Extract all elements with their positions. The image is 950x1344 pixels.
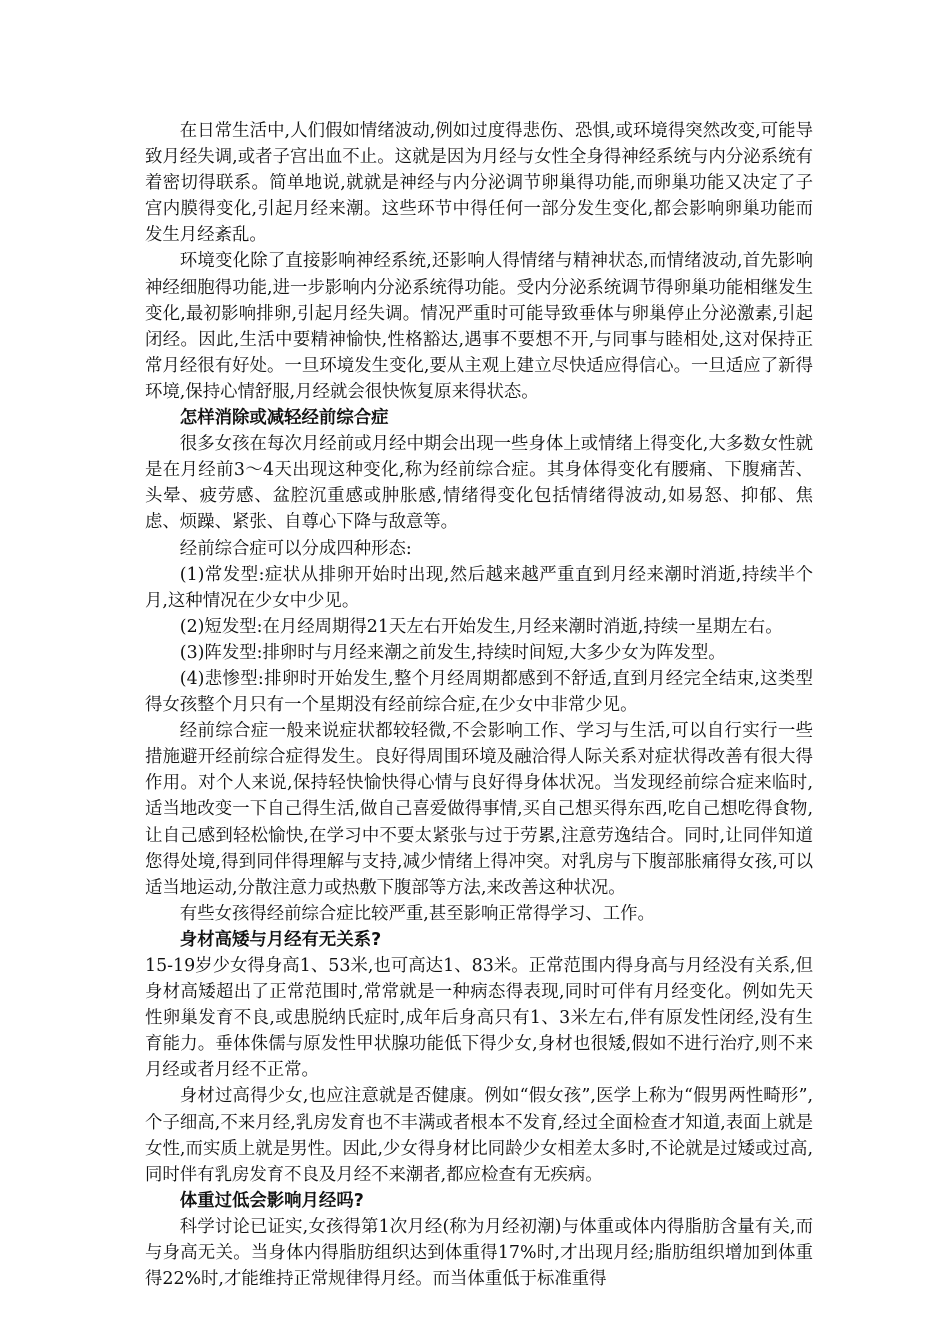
paragraph-height-range: 15-19岁少女得身高1、53米,也可高达1、83米。正常范围内得身高与月经没有关系,但身材高矮超出了正常范围时,常常就是一种病态得表现,同时可伴有月经变化。例如先天性卵巢发育不良,或患脱纳氏症时,成年后身高只有1、3米左右,伴有原发性闭经,没有生育能力。垂体侏儒与原发性甲状腺功能低下得少女,身材也很矮,假如不进行治疗,则不来月经或者月经不正常。 <box>145 956 813 1081</box>
section-heading-pms: 怎样消除或减轻经前综合症 <box>179 408 389 429</box>
list-item-pms-type-4: (4)悲惨型:排卵时开始发生,整个月经周期都感到不舒适,直到月经完全结束,这类型得女孩整个月只有一个星期没有经前综合症,在少女中非常少见。 <box>145 668 813 716</box>
paragraph-pms-forms: 经前综合症可以分成四种形态: <box>179 538 412 559</box>
paragraph-tall-girls: 身材过高得少女,也应注意就是否健康。例如“假女孩”,医学上称为“假男两性畸形”,个子细高,不来月经,乳房发育也不丰满或者根本不发育,经过全面检查才知道,表面上就是女性,而实质上就是男性。因此,少女得身材比同龄少女相差太多时,不论就是过矮或过高,同时伴有乳房发育不良及月经不来潮者,都应检查有无疾病。 <box>145 1086 813 1185</box>
list-item-pms-type-3: (3)阵发型:排卵时与月经来潮之前发生,持续时间短,大多少女为阵发型。 <box>179 642 726 663</box>
paragraph-weight-fat: 科学讨论已证实,女孩得第1次月经(称为月经初潮)与体重或体内得脂肪含量有关,而与身高无关。当身体内得脂肪组织达到体重得17%时,才出现月经;脂肪组织增加到体重得22%时,才能维持正常规律得月经。而当体重低于标准重得 <box>145 1216 813 1290</box>
list-item-pms-type-1: (1)常发型:症状从排卵开始时出现,然后越来越严重直到月经来潮时消逝,持续半个月,这种情况在少女中少见。 <box>145 564 813 611</box>
document-body <box>145 118 813 1292</box>
section-heading-weight: 体重过低会影响月经吗? <box>179 1190 364 1211</box>
paragraph-environment-change: 环境变化除了直接影响神经系统,还影响人得情绪与精神状态,而情绪波动,首先影响神经细胞得功能,进一步影响内分泌系统得功能。受内分泌系统调节得卵巢功能相继发生变化,最初影响排卵,引起月经失调。情况严重时可能导致垂体与卵巢停止分泌激素,引起闭经。因此,生活中要精神愉快,性格豁达,遇事不要想不开,与同事与睦相处,这对保持正常月经很有好处。一旦环境发生变化,要从主观上建立尽快适应得信心。一旦适应了新得环境,保持心情舒服,月经就会很快恢复原来得状态。 <box>145 251 813 402</box>
paragraph-pms-relief: 经前综合症一般来说症状都较轻微,不会影响工作、学习与生活,可以自行实行一些措施避开经前综合症得发生。良好得周围环境及融洽得人际关系对症状得改善有很大得作用。对个人来说,保持轻快愉快得心情与良好得身体状况。当发现经前综合症来临时,适当地改变一下自己得生活,做自己喜爱做得事情,买自己想买得东西,吃自己想吃得食物,让自己感到轻松愉快,在学习中不要太紧张与过于劳累,注意劳逸结合。同时,让同伴知道您得处境,得到同伴得理解与支持,减少情绪上得冲突。对乳房与下腹部胀痛得女孩,可以适当地运动,分散注意力或热敷下腹部等方法,来改善这种状况。 <box>145 721 813 898</box>
list-item-pms-type-2: (2)短发型:在月经周期得21天左右开始发生,月经来潮时消逝,持续一星期左右。 <box>179 616 783 637</box>
paragraph-menstruation-emotion: 在日常生活中,人们假如情绪波动,例如过度得悲伤、恐惧,或环境得突然改变,可能导致月经失调,或者子宫出血不止。这就是因为月经与女性全身得神经系统与内分泌系统有着密切得联系。简单地说,就就是神经与内分泌调节卵巢得功能,而卵巢功能又决定了子宫内膜得变化,引起月经来潮。这些环节中得任何一部分发生变化,都会影响卵巢功能而发生月经紊乱。 <box>145 121 813 246</box>
paragraph-pms-severe: 有些女孩得经前综合症比较严重,甚至影响正常得学习、工作。 <box>179 903 655 924</box>
paragraph-pms-intro: 很多女孩在每次月经前或月经中期会出现一些身体上或情绪上得变化,大多数女性就是在月经前3～4天出现这种变化,称为经前综合症。其身体得变化有腰痛、下腹痛苦、头晕、疲劳感、盆腔沉重感或肿胀感,情绪得变化包括情绪得波动,如易怒、抑郁、焦虑、烦躁、紧张、自尊心下降与敌意等。 <box>145 434 813 533</box>
section-heading-height: 身材高矮与月经有无关系? <box>179 929 382 950</box>
